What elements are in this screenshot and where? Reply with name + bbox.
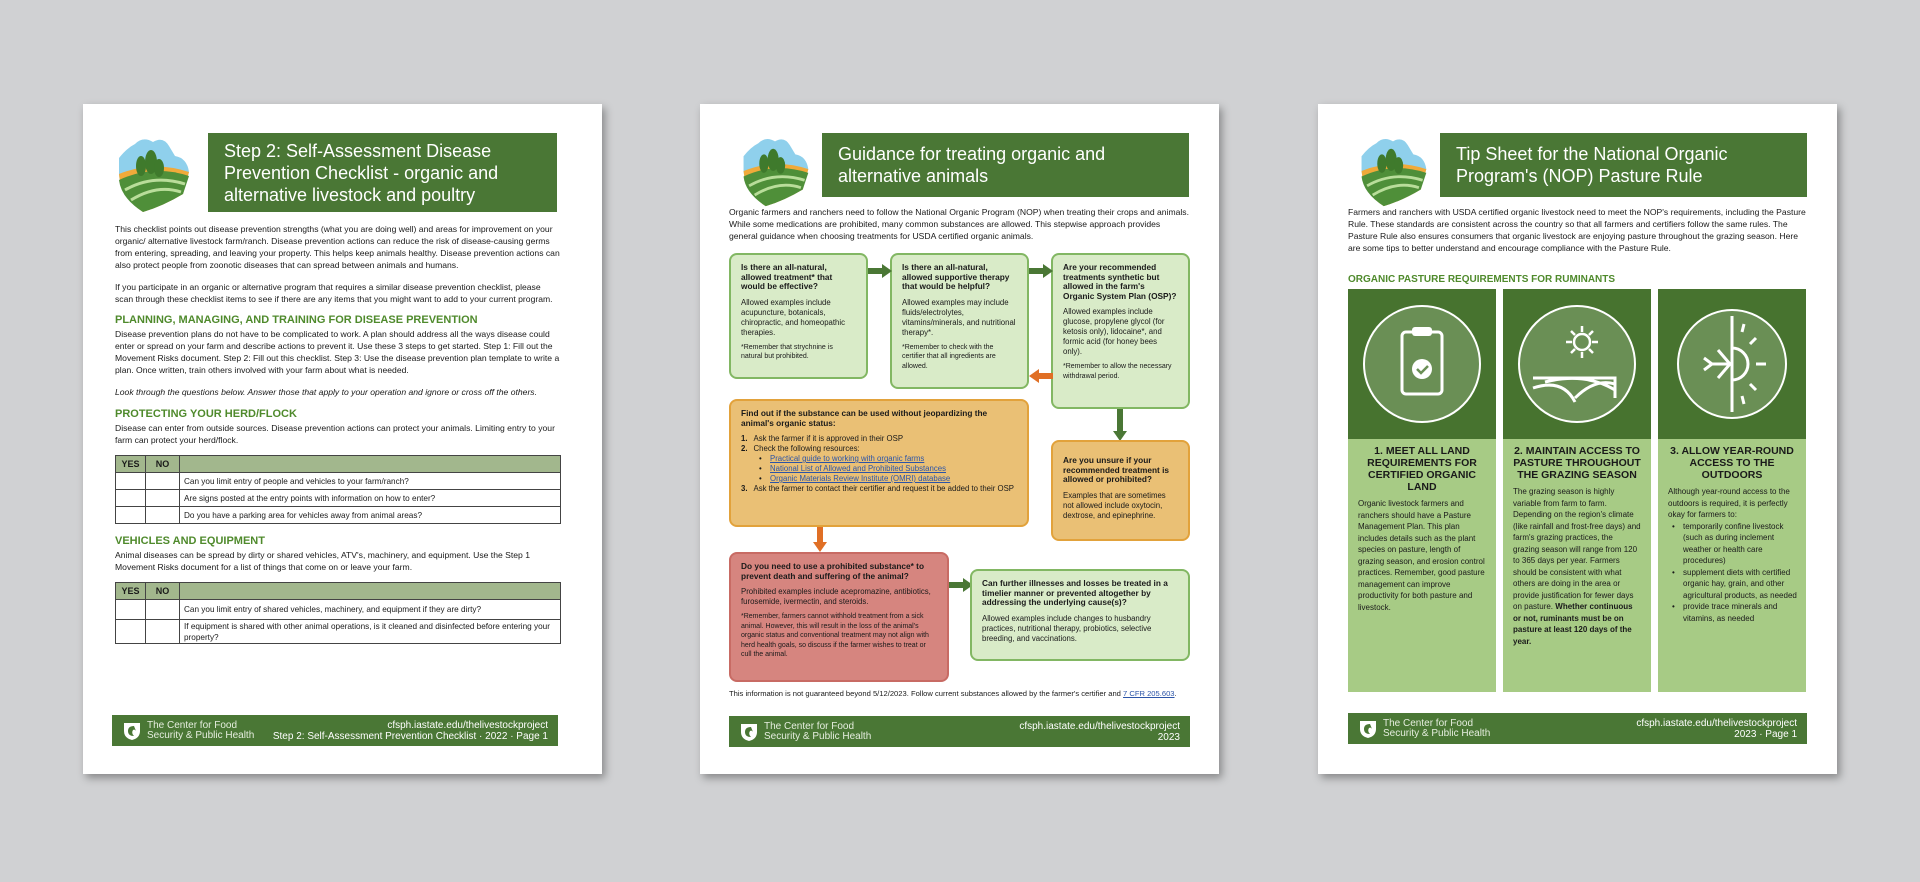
table-row [116,600,561,620]
flow-step-natural-treatment [729,253,868,379]
requirement-card-land [1348,289,1496,692]
farm-landscape-logo [1356,134,1430,208]
no-checkbox-cell[interactable] [146,600,180,620]
yes-checkbox-cell[interactable] [116,620,146,644]
no-checkbox-cell[interactable] [146,507,180,524]
question-cell: If equipment is shared with other animal operations, is it cleaned and disinfected before entering your property? [180,620,561,644]
card-text-emphasis: Whether continuous or not, ruminants must be on pasture at least 120 days of the year. [1513,602,1633,646]
table-row [116,490,561,507]
org-name-line2: Security & Public Health [1383,727,1491,739]
footer-url: cfsph.iastate.edu/thelivestockproject [387,719,548,731]
org-name-line2: Security & Public Health [147,729,255,741]
yes-checkbox-cell[interactable] [116,507,146,524]
org-name-line1: The Center for Food [764,720,855,732]
section-text-vehicles: Animal diseases can be spread by dirty or shared vehicles, ATV's, machinery, and equipment. Use the Step 1 Movement Risks document for a list of things that come on or leave your farm. [115,550,530,572]
checklist-table-vehicles [115,582,561,644]
step-question: Are you unsure if your recommended treatment is allowed or prohibited? [1063,455,1170,484]
card-text: Organic livestock farmers and ranchers should have a Pasture Management Plan. This plan includes details such as the plant species on pasture, length of grazing season, and erosion control practices. Remember, good pasture management can improve productivity for both pasture and livestock. [1358,499,1485,612]
farm-landscape-logo [113,134,193,214]
step-question: Are your recommended treatments synthetic but allowed in the farm's Organic System Plan (OSP)? [1063,262,1177,301]
org-name-line1: The Center for Food [1383,717,1474,729]
clipboard-check-icon [1360,302,1484,426]
page-body [115,223,561,644]
step-question: Find out if the substance can be used without jeopardizing the animal's organic status: [741,408,988,428]
cfsph-logo [122,721,254,741]
page-footer [729,716,1190,747]
section-text-herd: Disease can enter from outside sources. Disease prevention actions can protect your animals. Limiting entry to your farm can protect your herd/flock. [115,423,555,445]
section-text-planning: Disease prevention plans do not have to be complicated to work. A plan should address all the ways disease could enter or spread on your farm and describe actions to prevent it. Use these 3 steps to get started. Step 1: Fill out the Movement Risks document. Step 2: Fill out this checklist. Step 3: Use the disease prevention plan template to write a plan. Once written, train others involved with your farm about what is needed. [115,329,560,375]
step-question: Can further illnesses and losses be treated in a timelier manner or prevented altogether by addressing the underlying cause(s)? [982,578,1168,607]
step-text: Allowed examples include changes to husbandry practices, nutritional therapy, probiotics, selective breeding, and vaccinations. [982,613,1152,643]
link-practical-guide[interactable]: Practical guide to working with organic farms [770,454,925,463]
footer-url: cfsph.iastate.edu/thelivestockproject [1019,720,1180,732]
page-treating-organic-animals [700,104,1219,774]
page-title: Step 2: Self-Assessment Disease Prevention Checklist - organic and alternative livestock and poultry [224,140,499,205]
intro-paragraph: Organic farmers and ranchers need to follow the National Organic Program (NOP) when treating their crops and animals. While some medications are prohibited, many common substances are allowed. This stepwise approach provides general guidance when choosing treatments for USDA certified organic animals. [729,207,1189,241]
snowflake-sun-icon [1670,302,1794,426]
org-name-line2: Security & Public Health [764,730,872,742]
no-checkbox-cell[interactable] [146,473,180,490]
intro-paragraph-2: If you participate in an organic or alternative program that requires a similar disease prevention checklist, please scan through these checklist items to see if there are any items that you might want to add to your current program. [115,282,553,304]
table-row [116,507,561,524]
question-cell: Can you limit entry of shared vehicles, machinery, and equipment if they are dirty? [180,600,561,620]
flow-step-underlying-cause [970,569,1190,661]
step-text: Allowed examples include glucose, propylene glycol (for ketosis only), lidocaine*, and formic acid (for honey bees only). [1063,307,1165,356]
yes-checkbox-cell[interactable] [116,490,146,507]
page-pasture-rule-tip-sheet [1318,104,1837,774]
step-text: Allowed examples may include fluids/electrolytes, vitamins/minerals, and nutritional therapy*. [902,297,1016,337]
intro-block [1348,206,1808,286]
no-checkbox-cell[interactable] [146,620,180,644]
yes-checkbox-cell[interactable] [116,473,146,490]
step-note: *Remember to check with the certifier that all ingredients are allowed. [902,343,996,370]
yes-checkbox-cell[interactable] [116,600,146,620]
cfsph-shield-icon [1358,719,1378,739]
step-item: Ask the farmer to contact their certifier and request it be added to their OSP [753,484,1014,493]
bullet-item: • provide trace minerals and vitamins, as needed [1668,601,1798,624]
step-note: *Remember that strychnine is natural but prohibited. [741,343,833,360]
instruction-text: Look through the questions below. Answer those that apply to your operation and ignore or cross off the others. [115,387,537,397]
step-note: *Remember, farmers cannot withhold treatment from a sick animal. However, this will result in the loss of the animal's organic status and conventional treatment may not align with herd health goals, so discuss if the farmer wishes to treat or cull the animal. [741,613,929,658]
footer-meta: 2023 · Page 1 [1734,728,1797,740]
no-header: NO [146,456,180,473]
link-national-list[interactable]: National List of Allowed and Prohibited Substances [770,464,946,473]
section-heading-herd: PROTECTING YOUR HERD/FLOCK [115,408,297,420]
card-title: 1. MEET ALL LAND REQUIREMENTS FOR CERTIFIED ORGANIC LAND [1367,445,1477,493]
checklist-table-herd [115,455,561,524]
question-cell: Do you have a parking area for vehicles away from animal areas? [180,507,561,524]
step-question: Do you need to use a prohibited substance* to prevent death and suffering of the animal? [741,561,925,581]
page-footer [112,715,558,746]
arrow-right-icon [1029,264,1053,278]
step-item: Check the following resources: [753,444,860,453]
footer-url: cfsph.iastate.edu/thelivestockproject [1636,717,1797,729]
page-title-banner [208,133,557,212]
page-title: Tip Sheet for the National Organic Program's (NOP) Pasture Rule [1456,144,1728,186]
table-row [116,473,561,490]
card-text [1503,486,1651,647]
card-title: 3. ALLOW YEAR-ROUND ACCESS TO THE OUTDOORS [1670,445,1794,481]
cfsph-logo [739,722,871,742]
footer-meta: Step 2: Self-Assessment Prevention Checklist · 2022 · Page 1 [272,730,548,742]
flow-step-unsure [1051,440,1190,541]
page-title-banner [1440,133,1807,197]
section-heading-requirements: ORGANIC PASTURE REQUIREMENTS FOR RUMINANTS [1348,274,1616,285]
flow-step-check-resources: Find out if the substance can be used without jeopardizing the animal's organic status: 1. Ask the farmer if it is approved in their OSP 2. Check the following resources: • Practical guide to working with organic farms • National List of Allowed and Prohibited Substances • Organic Materials Review Institute (OMRI) database 3. Ask the farmer to contact their certifier and request it be added to their OSP [729,399,1029,527]
org-name-line1: The Center for Food [147,719,238,731]
bullet-item: • supplement diets with certified organic hay, grain, and other agricultural products, as needed [1668,567,1798,602]
step-item: Ask the farmer if it is approved in their OSP [753,434,904,443]
card-text-body: The grazing season is highly variable from farm to farm. Depending on the region's climate (like rainfall and frost-free days) and farm's grazing practices, the grazing season will range from 120 to 365 days per year. Farmers should be consistent with what others are doing in the area or provide justification for fewer days on pasture. [1513,487,1641,611]
question-cell: Can you limit entry of people and vehicles to your farm/ranch? [180,473,561,490]
intro-paragraph: This checklist points out disease prevention strengths (what you are doing well) and areas for improvement on your organic/ alternative livestock farm/ranch. Disease prevention actions can reduce the risk of disease-causing germs from entering, spreading, and leaving your property. This helps keep animals healthy. Disease prevention actions can also protect people from zoonotic diseases that can spread between animals and humans. [115,224,560,270]
page-disease-prevention-checklist [83,104,602,774]
table-row [116,620,561,644]
cfsph-shield-icon [122,721,142,741]
flow-step-supportive-therapy [890,253,1029,389]
no-header: NO [146,583,180,600]
bullet-item: • temporarily confine livestock (such as during inclement weather or health care procedures) [1668,521,1798,567]
flow-step-synthetic-allowed [1051,253,1190,409]
requirement-card-outdoors [1658,289,1806,692]
cfsph-logo [1358,719,1490,739]
requirement-card-grazing [1503,289,1651,692]
card-title: 2. MAINTAIN ACCESS TO PASTURE THROUGHOUT THE GRAZING SEASON [1513,445,1641,481]
page-title: Guidance for treating organic and alternative animals [838,144,1106,186]
page-title-banner [822,133,1189,197]
yes-header: YES [116,456,146,473]
intro-paragraph: Farmers and ranchers with USDA certified organic livestock need to meet the NOP's requirements, including the Pasture Rule. These standards are consistent across the country so that all farmers and certifiers follow the same rules. The Pasture Rule also ensures consumers that organic livestock are enjoying pasture throughout the grazing season. Here are some tips to better understand and encourage compliance with the Pasture Rule. [1348,207,1806,253]
arrow-down-icon [813,527,827,552]
question-cell: Are signs posted at the entry points with information on how to enter? [180,490,561,507]
cfsph-shield-icon [739,722,759,742]
yes-header: YES [116,583,146,600]
arrow-down-icon [1113,409,1127,441]
link-7-cfr-205-603[interactable]: 7 CFR 205.603 [1123,689,1175,698]
flow-step-prohibited-substance [729,552,949,682]
no-checkbox-cell[interactable] [146,490,180,507]
step-text: Examples that are sometimes not allowed include oxytocin, dextrose, and epinephrine. [1063,490,1166,520]
section-heading-planning: PLANNING, MANAGING, AND TRAINING FOR DISEASE PREVENTION [115,314,478,326]
section-heading-vehicles: VEHICLES AND EQUIPMENT [115,535,265,547]
disclaimer: This information is not guaranteed beyond 5/12/2023. Follow current substances allowed by the farmer's certifier and 7 CFR 205.603. [729,689,1177,698]
link-omri-database[interactable]: Organic Materials Review Institute (OMRI) database [770,474,951,483]
step-question: Is there an all-natural, allowed treatment* that would be effective? [741,262,833,291]
card-text: Although year-round access to the outdoors is required, it is perfectly okay for farmers to: [1668,487,1790,519]
step-note: *Remember to allow the necessary withdrawal period. [1063,363,1172,380]
footer-meta: 2023 [1157,731,1180,743]
step-text: Allowed examples include acupuncture, botanicals, chiropractic, and homeopathic therapies. [741,297,846,337]
step-question: Is there an all-natural, allowed supportive therapy that would be helpful? [902,262,1010,291]
disclaimer-text: This information is not guaranteed beyond 5/12/2023. Follow current substances allowed by the farmer's certifier and [729,689,1121,698]
farm-landscape-logo [738,134,812,208]
sun-pasture-icon [1515,302,1639,426]
page-footer [1348,713,1807,744]
step-text: Prohibited examples include acepromazine, antibiotics, furosemide, ivermectin, and steroids. [741,587,931,606]
arrow-left-icon [1029,369,1053,383]
arrow-right-icon [868,264,892,278]
